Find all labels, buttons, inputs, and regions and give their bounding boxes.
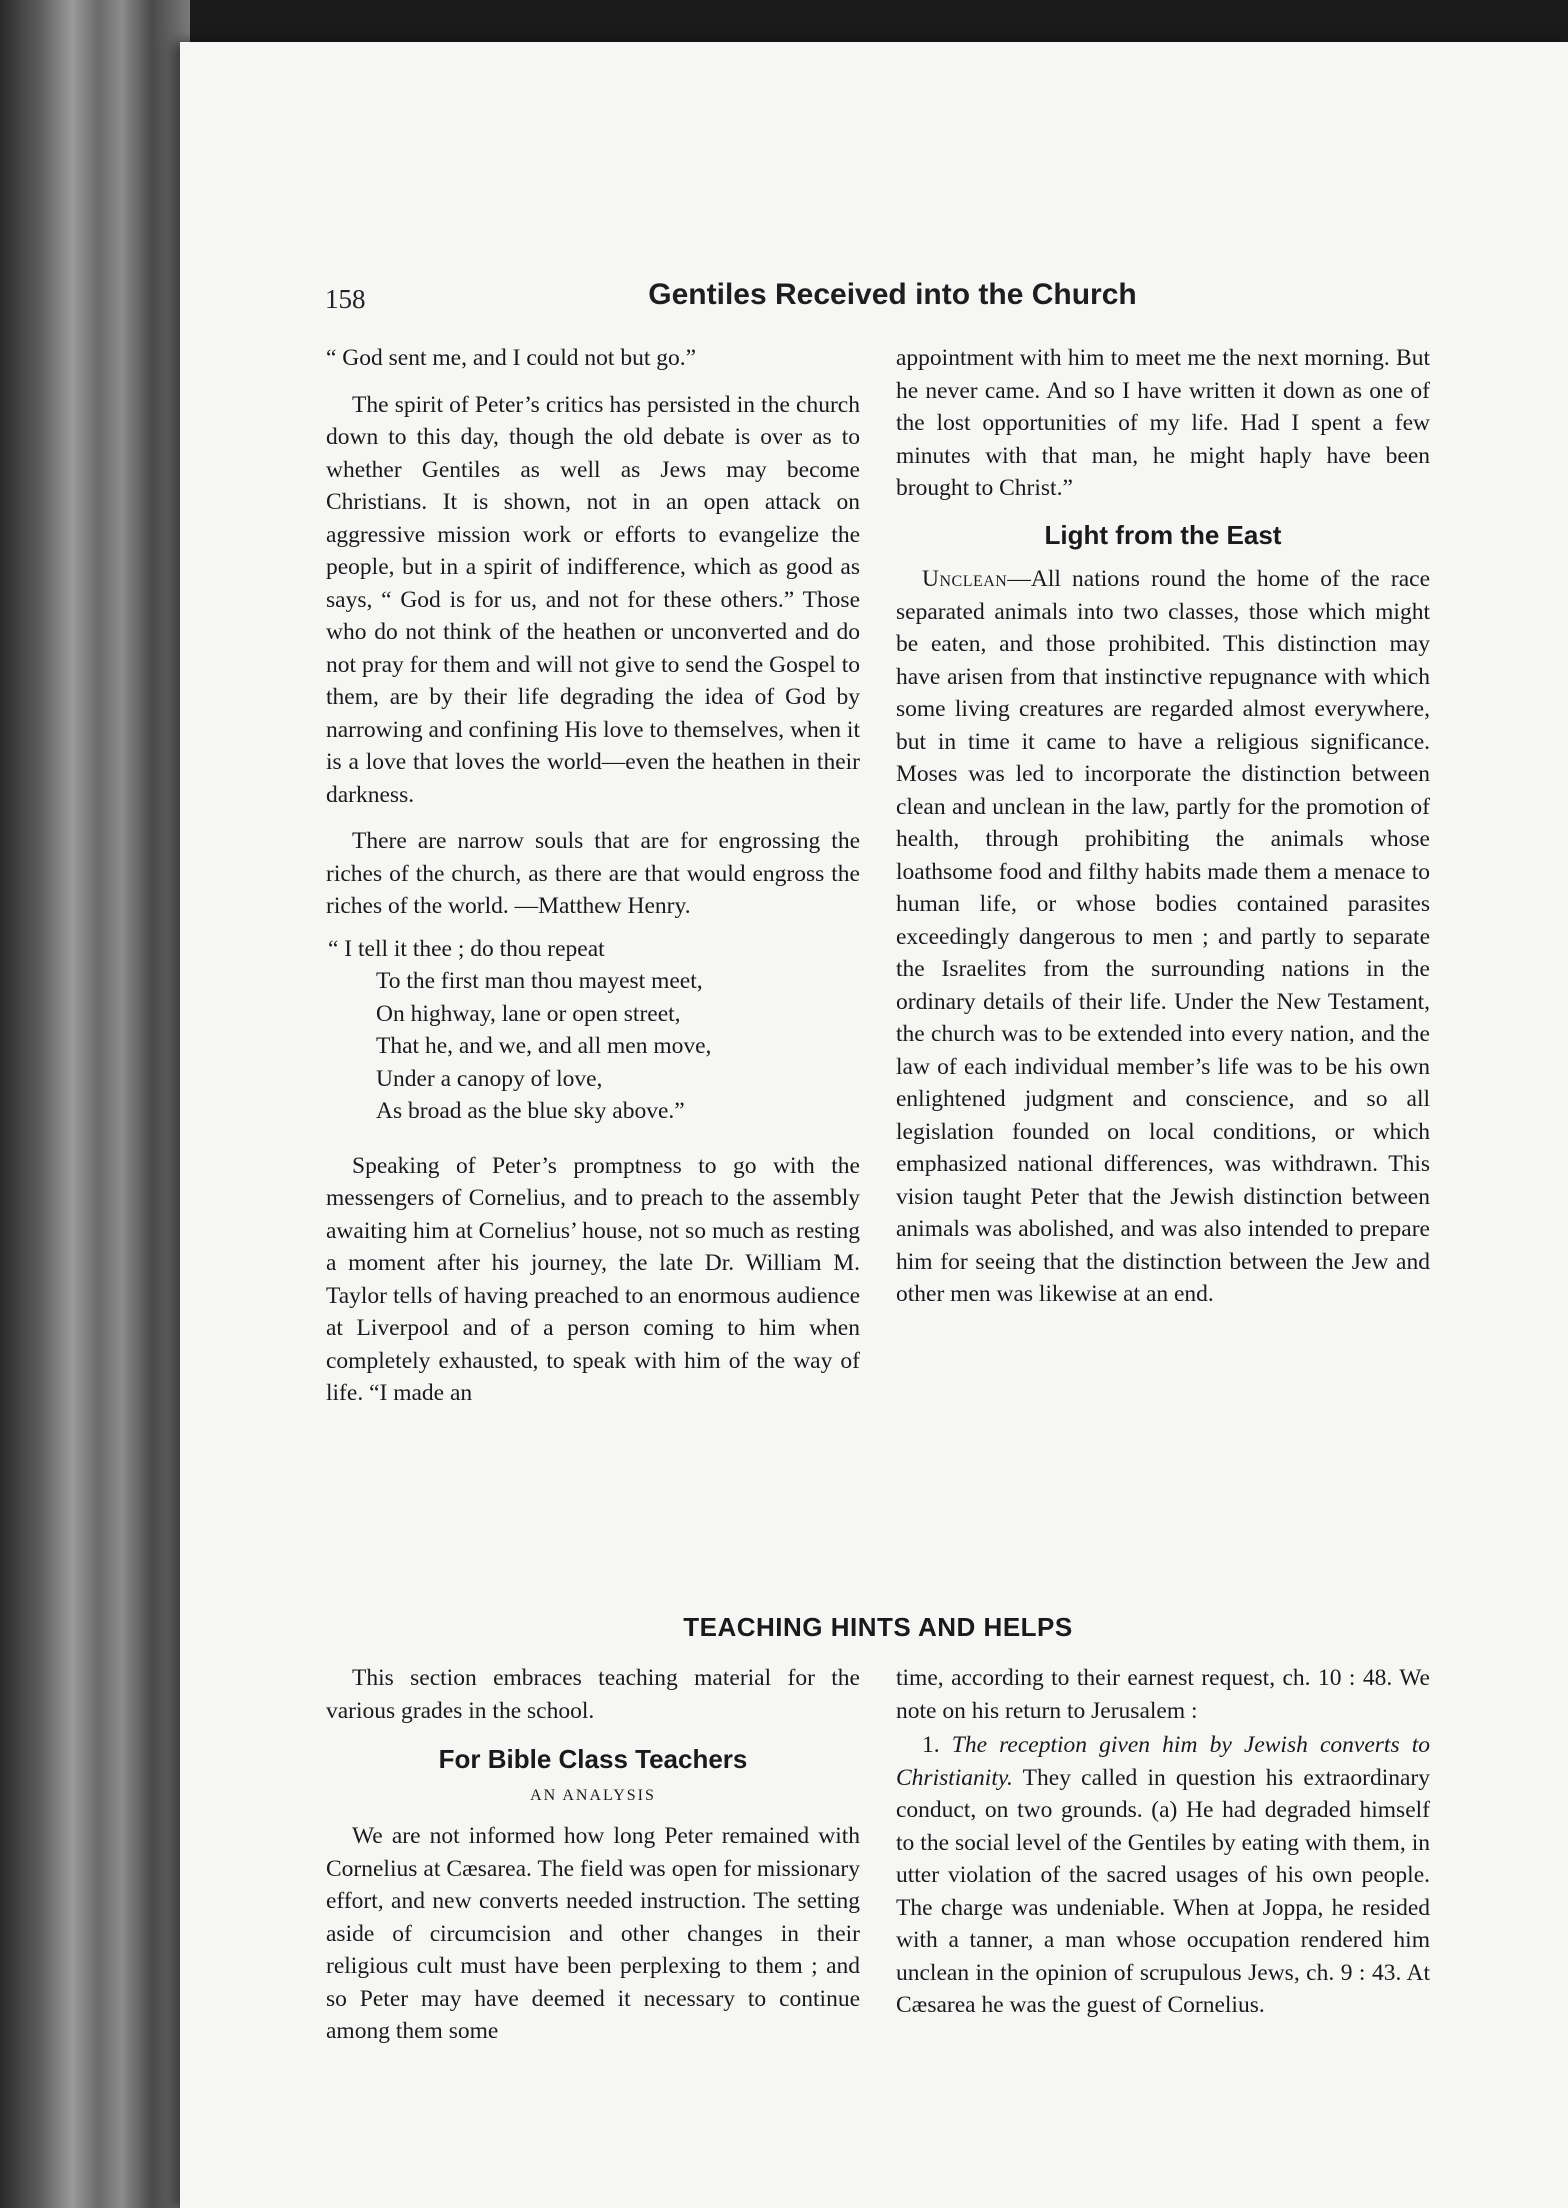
- poem: [326, 933, 860, 1128]
- page-number: 158: [325, 284, 366, 314]
- paragraph: We are not informed how long Peter remained with Cornelius at Cæsarea. The field was open for missionary effort, and new converts needed instruction. The setting aside of circumcision and other changes in their religious cult must have been perplexing to them ; and so Peter may have deemed it necessary to continue among them some: [326, 1823, 860, 2044]
- poem-line: To the first man thou mayest meet,: [376, 968, 703, 994]
- paragraph: The spirit of Peter’s critics has persisted in the church down to this day, though the old debate is over as to whether Gentiles as well as Jews may become Christians. It is shown, not in an open attack on aggressive mission work or efforts to evangelize the people, but in a spirit of indifference, which as good as says, “ God is for us, and not for these others.” Those who do not think of the heathen or unconverted and do not pray for them and will not give to send the Gospel to them, are by their life degrading the idea of God by narrowing and confining His love to themselves, when it is a love that loves the world—even the heathen in their darkness.: [326, 391, 860, 808]
- list-number: 1.: [922, 1732, 940, 1758]
- right-column-bottom: [896, 1662, 1430, 2022]
- poem-line: As broad as the blue sky above.”: [376, 1098, 685, 1124]
- paragraph: This section embraces teaching material for the various grades in the school.: [326, 1665, 860, 1724]
- book-page-edges: [0, 0, 190, 2208]
- left-column-bottom: [326, 1662, 860, 2048]
- left-column-top: [326, 342, 860, 1410]
- poem-line: On highway, lane or open street,: [376, 1000, 681, 1027]
- right-column-top: [896, 342, 1430, 1311]
- page-title: Gentiles Received into the Church: [648, 278, 1137, 311]
- running-head: [325, 278, 1320, 328]
- italic-heading: The reception given him by Jewish converts to Christianity.: [896, 1732, 1431, 1791]
- section-heading: Light from the East: [1044, 519, 1282, 550]
- lead-word: Unclean: [922, 566, 1008, 592]
- sub-label: AN ANALYSIS: [530, 1786, 656, 1804]
- paragraph: time, according to their earnest request, ch. 10 : 48. We note on his return to Jerusalem :: [896, 1665, 1430, 1724]
- poem-line: That he, and we, and all men move,: [376, 1033, 712, 1059]
- paragraph-text: They called in question his extraordinary conduct, on two grounds. (a) He had degraded himself to the social level of the Gentiles by eating with them, in utter violation of the sacred usages of his own people. The charge was undeniable. When at Joppa, he resided with a tanner, a man whose occupation rendered him unclean in the opinion of scrupulous Jews, ch. 9 : 43. At Cæsarea he was the guest of Cornelius.: [896, 1764, 1430, 2018]
- poem-line: “ I tell it thee ; do thou repeat: [328, 935, 605, 962]
- paragraph: [896, 563, 1430, 1311]
- paragraph: [896, 1729, 1430, 2022]
- paragraph: Speaking of Peter’s promptness to go with the messengers of Cornelius, and to preach to the assembly awaiting him at Cornelius’ house, not so much as resting a moment after his journey, the late Dr. William M. Taylor tells of having preached to an enormous audience at Liverpool and of a person coming to him when completely exhausted, to speak with him of the way of life. “I made an: [326, 1152, 860, 1406]
- paragraph: appointment with him to meet me the next morning. But he never came. And so I have written it down as one of the lost opportunities of my life. Had I spent a few minutes with that man, he might haply have been brought to Christ.”: [896, 345, 1430, 501]
- paragraph: “ God sent me, and I could not but go.”: [326, 345, 697, 371]
- paragraph-text: —All nations round the home of the race separated animals into two classes, those which might be eaten, and those prohibited. This distinction may have arisen from that instinctive repugnance with which some living creatures are regarded almost everywhere, but in time it came to have a religious significance. Moses was led to incorporate the distinction between clean and unclean in the law, partly for the promotion of health, through prohibiting the animals whose loathsome food and filthy habits made them a menace to human life, or whose bodies contained parasites exceedingly dangerous to men ; and partly to separate the Israelites from the surrounding nations in the ordinary details of their life. Under the New Testament, the church was to be extended into every nation, and the law of each individual member’s life was to be his own enlightened judgment and conscience, and so all legislation founded on local conditions, or which emphasized national differences, was withdrawn. This vision taught Peter that the Jewish distinction between animals was abolished, and was also intended to prepare him for seeing that the distinction between the Jew and other men was likewise at an end.: [896, 566, 1430, 1307]
- teaching-hints-heading: TEACHING HINTS AND HELPS: [683, 1612, 1073, 1642]
- paragraph: There are narrow souls that are for engrossing the riches of the church, as there are that would engross the riches of the world. —Matthew Henry.: [326, 828, 860, 919]
- poem-line: Under a canopy of love,: [376, 1065, 603, 1092]
- section-subheading: For Bible Class Teachers: [438, 1744, 748, 1774]
- book-page: [180, 42, 1568, 2208]
